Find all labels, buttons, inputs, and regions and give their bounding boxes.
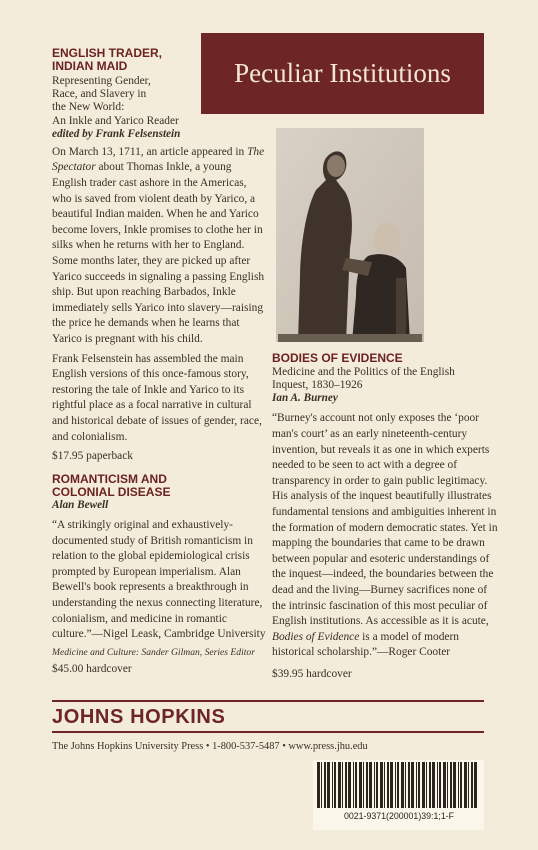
barcode-bar (474, 762, 477, 808)
book1-subtitle-line4: An Inkle and Yarico Reader (52, 114, 179, 127)
book1-price: $17.95 paperback (52, 450, 133, 463)
left-column (52, 47, 266, 676)
barcode-bar (387, 762, 389, 808)
barcode-bar (443, 762, 446, 808)
barcode-bar (458, 762, 459, 808)
photograph-image (276, 128, 424, 342)
book1-description: On March 13, 1711, an article appeared in The Spectator about Thomas Inkle, a young English trader cast ashore in the Americas, who is saved from violent death by Yarico, a beautiful Indian maiden. When he and Yarico become lovers, Inkle promises to clothe her in silks when he returns with her to England. Some months later, they are picked up after Yarico succeeds in signaling a passing English ship. But upon reaching Barbados, Inkle immediately sells Yarico into slavery—raising the price he demands when he learns that Yarico is pregnant with his child. (52, 145, 265, 345)
book2-title-line2: COLONIAL DISEASE (52, 485, 171, 500)
book2-title-line1: ROMANTICISM AND (52, 472, 167, 487)
barcode-bar (422, 762, 425, 808)
book3-subtitle-line1: Medicine and the Politics of the English (272, 366, 455, 378)
barcode-bar (439, 762, 441, 808)
barcode-bar (355, 762, 357, 808)
book2-author: Alan Bewell (52, 499, 109, 512)
book1-description-2: Frank Felsenstein has assembled the main English versions of this once-famous story, restoring the tale of Inkle and Yarico to its rightful place as a focal narrative in cultural and historical debate of issues of gender, race, and colonialism. (52, 352, 262, 443)
barcode-bar (453, 762, 456, 808)
book1-subtitle-line1: Representing Gender, (52, 75, 151, 87)
barcode-bar (460, 762, 462, 808)
barcode-bar (390, 762, 393, 808)
barcode-bar (437, 762, 438, 808)
barcode-bar (376, 762, 378, 808)
barcode-bar (359, 762, 362, 808)
book3-title: BODIES OF EVIDENCE (272, 351, 403, 365)
book1-subtitle-line2: Race, and Slavery in (52, 88, 147, 101)
barcode-number: 0021-9371(200001)39:1;1-F (343, 811, 455, 821)
book3-price: $39.95 hardcover (272, 667, 352, 680)
barcode-bar (426, 762, 427, 808)
barcode-bar (380, 762, 383, 808)
barcode-bars (313, 760, 484, 810)
barcode-bar (450, 762, 452, 808)
barcode-bar (395, 762, 396, 808)
book1-title (52, 47, 266, 73)
barcode-bar (468, 762, 469, 808)
barcode-bar (321, 762, 322, 808)
barcode-bar (363, 762, 364, 808)
book3-quote: “Burney's account not only exposes the ‘poor man's court’ as an early nineteenth-century invention, but reveals it as one in which experts needed to be seen to act with a degree of transparency in order to gain public legitimacy. His analysis of the inquest beautifully illustrates fundamental tensions and ambiguities inherent in the formation of modern democratic states. Yet in mapping the boundaries that came to be drawn between popular and esoteric understandings of the inquest—indeed, the boundaries between the dead and the living—Burney sacrifices none of the intrinsic fascination of this most peculiar of English institutions. As accessible as it is acute, Bodies of Evidence is a model of modern historical scholarship.”—Roger Cooter (272, 412, 498, 659)
barcode-bar (334, 762, 336, 808)
book1-editor: edited by Frank Felsenstein (52, 127, 181, 140)
book2-price: $45.00 hardcover (52, 662, 132, 675)
publisher-brand: JOHNS HOPKINS (52, 706, 226, 728)
footer-rule-top (52, 700, 484, 702)
barcode-bar (374, 762, 375, 808)
book2-title (52, 473, 266, 499)
book3-subtitle-line2: Inquest, 1830–1926 (272, 379, 363, 392)
barcode-bar (408, 762, 410, 808)
barcode-bar (345, 762, 347, 808)
barcode-bar (401, 762, 404, 808)
barcode-bar (418, 762, 420, 808)
book2-series: Medicine and Culture: Sander Gilman, Series Editor (52, 646, 255, 658)
barcode-bar (332, 762, 333, 808)
barcode-bar (366, 762, 368, 808)
barcode-bar (348, 762, 351, 808)
barcode-bar (384, 762, 385, 808)
publisher-contact: The Johns Hopkins University Press • 1-800-537-5487 • www.press.jhu.edu (52, 741, 368, 752)
book1-subtitle-line3: the New World: (52, 101, 125, 114)
barcode-bar (416, 762, 417, 808)
book2-quote: “A strikingly original and exhaustively-documented study of British romanticism in relation to the global epidemiological crisis prompted by European imperialism. Alan Bewell's book represents a breakthrough in understanding the nexus connecting literature, colonialism, and medicine in romantic culture.”—Nigel Leask, Cambridge University (52, 519, 266, 641)
barcode-bar (447, 762, 448, 808)
historical-photograph (276, 128, 424, 342)
barcode-bar (405, 762, 406, 808)
barcode-bar (327, 762, 330, 808)
barcode-bar (353, 762, 354, 808)
barcode-bar (464, 762, 467, 808)
barcode-bar (432, 762, 435, 808)
book1-title-line1: ENGLISH TRADER, (52, 46, 163, 60)
barcode-bar (369, 762, 372, 808)
barcode-bar (471, 762, 473, 808)
barcode-bar (338, 762, 341, 808)
book1-subtitle (52, 75, 266, 128)
right-column (272, 352, 498, 681)
barcode-bar (429, 762, 431, 808)
book1-title-line2: INDIAN MAID (52, 59, 128, 73)
footer-rule-bottom (52, 731, 484, 733)
book3-author: Ian A. Burney (272, 392, 338, 405)
barcode-bar (397, 762, 399, 808)
banner-title: Peculiar Institutions (234, 58, 451, 88)
barcode-bar (324, 762, 326, 808)
barcode-bar (411, 762, 414, 808)
book3-subtitle (272, 366, 498, 392)
barcode-bar (342, 762, 343, 808)
barcode-bar (317, 762, 320, 808)
